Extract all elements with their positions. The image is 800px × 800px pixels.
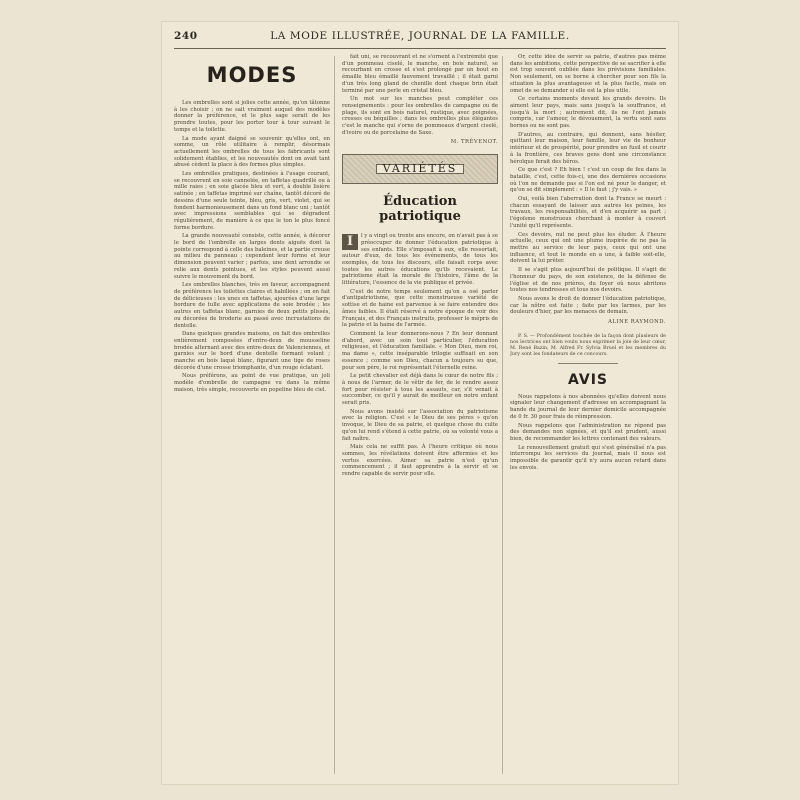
article-paragraph: Ce certains moments devant les grands devoirs. Ils aiment leur pays, mais sans jusqu'à la souffrance, et jusqu'à la mort ; autrement dit, ils ne l'ont jamais compris, car l'amour, le dévouement, la vertu sont sans bornes ou ne sont pas. <box>510 96 666 130</box>
article-paragraph: Ces devoirs, nul ne peut plus les éluder. À l'heure actuelle, ceux qui ont une plume inspirée de ne pas la mettre au service de leur pays, ceux qui ont une influence, et tout le monde en a une, à faible soit-elle, doivent la lui prêter. <box>510 231 666 265</box>
article-paragraph: Les ombrelles sont si jolies cette année, qu'on tâtonne à les choisir ; on ne sait vraiment auquel des modèles donner la préférence, et le plus sage serait de les prendre toutes, pour les porter tour à tour suivant le temps et la toilette. <box>174 100 330 133</box>
article-paragraph: La grande nouveauté consiste, cette année, à décorer le bord de l'ombrelle en larges dents aiguës dont la pointe correspond à celle des baleines, et la partie creuse au milieu du panneau ; cependant leur forme et leur dimension peuvent varier ; parfois, une dent arrondie se relie aux dents pointues, et les styles peuvent aussi suivre le mouvement du bord. <box>174 233 330 280</box>
column-education <box>342 54 498 776</box>
page-number: 240 <box>174 30 198 42</box>
article-paragraph: Les ombrelles pratiques, destinées à l'usage courant, se recouvrent en soie cannelée, en taffetas quadrillé ou à mille raies ; en soie glacée bleu et vert, à double lisière satinée ; en taffetas imprimé sur chaîne, tantôt décoré de dessins d'une seule teinte, bleu, gris, vert, violet, qui se fondent harmonieusement dans un fond blanc uni ; tantôt avec impressions semblables qui se dégradent régulièrement, de manière à ce que le ton le plus foncé forme bordure. <box>174 171 330 231</box>
article-paragraph: fait uni, se recouvrant et ne s'ornent à l'extrémité que d'un pommeau ciselé, le manche, en bois naturel, se recourbant en crosse et s'est prolongé par un bout en émaille bleu émaillé fauvement travaillé ; il était garni d'un très long gland de chenille dont chaque brin était terminé par une perle en cristal bleu. <box>342 54 498 94</box>
article-paragraph: l y a vingt ou trente ans encore, on n'avait pas à se préoccuper de donner l'éducation patriotique à ses enfants. Elle s'imposait à eux, elle ressortait, autour d'eux, de tous les événements, de tous les exemples, de tous les discours, elle faisait corps avec toutes les autres éducations qu'ils recevaient. Le patriotisme était la morale de l'histoire, l'âme de la littérature, l'essence de la vie publique et privée. <box>342 233 498 287</box>
article-paragraph: Les ombrelles blanches, très en faveur, accompagnent de préférence les toilettes claires et habillées ; on en fait de délicieuses : les unes en taffetas, ajourées d'une large bordure de tulle avec applications de soie brodée ; les autres en taffetas blanc, garnies de deux petits plissés, ou décorées de broderie au passé avec incrustations de dentelle. <box>174 282 330 329</box>
article-paragraph: C'est de notre temps seulement qu'on a osé parler d'antipatriotisme, que cette monstrueuse variété de sottise et de haine est parvenue à se faire entendre des âmes faibles. Il était réservé à notre époque de voir des Français, et des Français instruits, professer le mépris de la patrie et la haine de l'armée. <box>342 288 498 329</box>
section-heading-avis: AVIS <box>567 371 608 388</box>
article-paragraph: D'autres, au contraire, qui donnent, sans hésiter, quittant leur maison, leur famille, leur vie de bonheur intérieur et de prospérité, pour prendre un fusil et courir à la frontière, ces braves gens dont une circonstance héroïque ferait des héros. <box>510 131 666 165</box>
running-title: LA MODE ILLUSTRÉE, JOURNAL DE LA FAMILLE. <box>270 30 570 42</box>
article-paragraph: Un mot sur les manches peut compléter ces renseignements : pour les ombrelles de campagne ou de plage, ils sont en bois naturel, rustique, avec poignées, crosses ou béquilles ; dans les ombrelles plus élégantes c'est le manche qui s'orne de pommeaux d'argent ciselé, d'ivoire ou de porcelaine de Saxe. <box>342 96 498 136</box>
varietes-label: VARIÉTÉS <box>376 164 465 175</box>
column-divider <box>334 56 335 774</box>
article-paragraph: Mais cela ne suffit pas. À l'heure critique où nous sommes, les révélations doivent être affermies et les vertus exercées. Aimer sa patrie n'est qu'un commencement ; il faut apprendre à la servir et se rendre capable de servir pour elle. <box>342 444 498 478</box>
column-divider <box>502 56 503 774</box>
author-signature: M. TRÉVENOT. <box>450 139 498 146</box>
section-heading-education: Éducation patriotique <box>379 194 461 225</box>
header-rule <box>174 48 666 49</box>
article-paragraph: Comment la leur donnerons-nous ? En leur donnant d'abord, avec un soin tout particulier, l'éducation religieuse, et l'éducation familiale. « Mon Dieu, mon roi, ma dame », cette inséparable trilogie suffisait en son essence ; comme son Dieu, chacun a toujours su que, pour son père, le roi représentait l'éternelle reine. <box>342 330 498 371</box>
page-header <box>174 30 666 46</box>
newspaper-page <box>162 22 678 784</box>
postscript-note: P. S. — Profondément touchée de la façon dont plusieurs de nos lectrices ont bien voulu nous exprimer la joie de leur cœur, M. René Bazin, M. Alfred Fr. Sylvia Bruel et les membres du Jury sont les fondateurs de ce concours. <box>510 333 666 357</box>
article-paragraph: La mode ayant daigné se souvenir qu'elles ont, en somme, un rôle utilitaire à remplir, désormais actuellement les ombrelles de tous les fabricants sont solidement établies, et les nouveautés dont on avait tant abusé cèdent la place à des formes plus simples. <box>174 135 330 169</box>
article-paragraph: Nous avons insisté sur l'association du patriotisme avec la religion. C'est « le Dieu de ses pères » qu'on invoque, le Dieu de sa patrie, et quelque chose du culte qu'on lui rend s'étend à cette patrie, où sa volonté vous a fait naître. <box>342 408 498 442</box>
column-continued <box>510 54 666 776</box>
section-heading-modes: MODES <box>206 63 298 87</box>
varietes-banner <box>342 154 498 184</box>
article-paragraph: Dans quelques grandes maisons, on fait des ombrelles entièrement composées d'entre-deux de mousseline brodée alternant avec des entre-deux de Valenciennes, et garnies sur le bord d'une dentelle formant volant ; manche en bois laqué blanc, figurant une tige de roses décorée d'une crosse triomphante, d'un rouge éclatant. <box>174 331 330 371</box>
article-paragraph: Il se s'agit plus aujourd'hui de politique. Il s'agit de l'honneur du pays, de son existence, de la défense de l'église et de nos prières, du foyer où nous abritons toutes nos tendresses et tous nos devoirs. <box>510 267 666 294</box>
article-paragraph: Ce que c'est ? Eh bien ! c'est un coup de feu dans la bataille, c'est, cette fois-ci, une des dernières occasions où l'on ne demande pas si l'on est né pour le danger, et qu'on se dit simplement : « Il le faut ; j'y vais. » <box>510 167 666 194</box>
article-paragraph: Oui, voilà bien l'aberration dont la France se meurt : chacun essayant de laisser aux autres les peines, les travaux, les responsabilités, et d'en acquérir sa part ; l'égoïsme monstrueux cherchant à monter à couvert l'unité qu'il représente. <box>510 196 666 229</box>
author-signature: ALINE RAYMOND. <box>608 319 666 326</box>
notice-paragraph: Le renouvellement gratuit qui s'est généralisé n'a pas interrompu les services du journal, mais il nous est impossible de garantir qu'il n'y aura aucun retard dans les envois. <box>510 444 666 471</box>
notice-paragraph: Nous rappelons à nos abonnées qu'elles doivent nous signaler leur changement d'adresse en accompagnant la bande du journal de leur dernier domicile accompagnée de 0 fr. 30 pour frais de réimpression. <box>510 393 666 420</box>
article-paragraph: Nous avons le droit de donner l'éducation patriotique, car la nôtre est faite ; faite par les larmes, par les douleurs d'hier, par les menaces de demain. <box>510 295 666 316</box>
notice-paragraph: Nous rappelons que l'administration ne répond pas des demandes non signées, et qu'il est prudent, aussi bien, de recommander les lettres contenant des valeurs. <box>510 422 666 442</box>
article-paragraph: Or, cette idée de servir sa patrie, d'autres pas même dans les ambitions, cette perspective de se sacrifier à elle est trop souvent oubliée dans les prévisions familiales. Non seulement, on se borne à chercher pour son fils la situation la plus avantageuse et la plus facile, mais on omet de se demander si elle est la plus utile. <box>510 54 666 94</box>
drop-cap: I <box>342 234 358 250</box>
article-paragraph: Nous préférons, au point de vue pratique, un joli modèle d'ombrelle de campagne vu dans la même maison, très simple, recouverte en popeline bleu de ciel. <box>174 373 330 393</box>
article-paragraph: Le petit chevalier est déjà dans le cœur de notre fils ; à nous de l'armer, de le vêtir de fer, de le rendre assez fort pour résister à tous les assauts, car, s'il venait à succomber, ce qu'il y aurait de meilleur en notre enfant serait pris. <box>342 373 498 407</box>
column-modes <box>174 54 330 776</box>
section-divider <box>558 363 618 364</box>
